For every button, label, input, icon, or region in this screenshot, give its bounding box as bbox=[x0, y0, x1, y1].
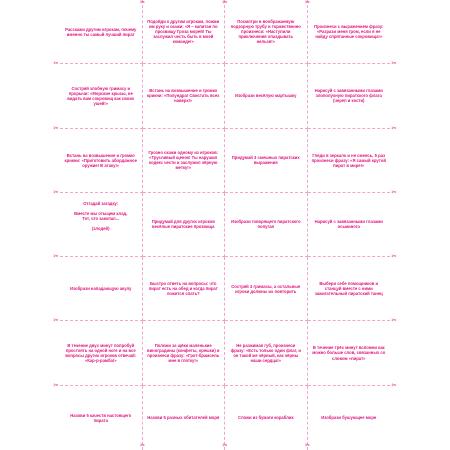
scissors-icon: ✂ bbox=[139, 0, 146, 6]
task-card-text: Быстро ответь на вопросы: что пират есть на обед и когда пират ложится спать? bbox=[148, 281, 218, 297]
scissors-icon: ✂ bbox=[391, 61, 397, 68]
task-card-text: Посмотри в воображаемую подзорную трубу и торжественно произнеси: «Наступили приключения опаздывать нельзя!» bbox=[230, 18, 301, 45]
card-sheet bbox=[53, 0, 397, 450]
task-card-text: Сложи из бумаги кораблик bbox=[237, 415, 294, 421]
task-card bbox=[143, 64, 226, 128]
task-card bbox=[308, 0, 391, 64]
task-card bbox=[60, 386, 143, 450]
task-card bbox=[308, 386, 391, 450]
scissors-icon: ✂ bbox=[53, 189, 59, 196]
cards-grid bbox=[60, 0, 390, 450]
scissors-icon: ✂ bbox=[139, 443, 146, 449]
task-card-text: Встань на возвышение и громко крикни: «Приготовить абордажное оружие! В атаку!» bbox=[64, 152, 137, 168]
task-card bbox=[225, 0, 308, 64]
task-card-text: Назови 5 разных обитателей моря bbox=[147, 415, 220, 421]
scissors-icon: ✂ bbox=[222, 443, 228, 449]
scissors-icon: ✂ bbox=[304, 443, 311, 449]
task-card-text: Состряй злобную гримасу и прорычи: «Морские крысы, не видать вам сокровищ как своих ушей!» bbox=[67, 85, 135, 106]
task-card bbox=[225, 129, 308, 193]
task-card bbox=[308, 129, 391, 193]
task-card-text: Назови 5 качеств настоящего пирата bbox=[70, 412, 132, 423]
scissors-icon: ✂ bbox=[53, 61, 59, 68]
scissors-icon: ✂ bbox=[391, 189, 397, 196]
task-card-text: Отгадай загадку: Вместе мы отыщем клад, Тот, что закопал... (злодей) bbox=[74, 200, 128, 232]
scissors-icon: ✂ bbox=[53, 382, 59, 389]
task-card bbox=[60, 321, 143, 385]
task-card bbox=[143, 257, 226, 321]
task-card-text: Не разжимая губ, произнеси фразу: «Есть только один флаг, и он такой же чёрный, как чёрны наши сердца!» bbox=[230, 342, 301, 364]
scissors-icon: ✂ bbox=[391, 382, 397, 389]
task-card bbox=[225, 386, 308, 450]
scissors-icon: ✂ bbox=[53, 125, 59, 132]
task-card bbox=[308, 193, 391, 257]
task-card-text: Изобрази нападающую акулу bbox=[70, 286, 132, 292]
task-card-text: Грозно скажи одному из игроков: «Трусливый щенок! Ты нарушил кодекс чести и заслужил чёрную метку!» bbox=[148, 149, 219, 171]
task-card-text: Гляди в зеркало и не смеясь, 5 раз произнеси фразу: «Я самый крутой пират в мире!» bbox=[311, 152, 386, 168]
scissors-icon: ✂ bbox=[222, 0, 228, 6]
task-card bbox=[308, 321, 391, 385]
task-card-text: Подойди к другим игрокам, пожми им руку и скажи: «Я – капитан по прозвищу Гроза морей! Ты заслужил честь быть в моей команде!» bbox=[147, 18, 220, 45]
task-card-text: Нарисуй с завязанными глазами злополучную пиратского флага (череп и кости) bbox=[314, 88, 383, 104]
task-card bbox=[225, 64, 308, 128]
task-card bbox=[143, 386, 226, 450]
scissors-icon: ✂ bbox=[53, 254, 59, 261]
task-card bbox=[225, 193, 308, 257]
task-card-text: Изобрази говорящего пиратского попугая bbox=[230, 219, 301, 230]
task-card bbox=[60, 0, 143, 64]
scissors-icon: ✂ bbox=[53, 318, 59, 325]
task-card bbox=[60, 64, 143, 128]
task-card-text: Придумай для других игроков весёлые пиратские прозвища bbox=[151, 219, 215, 230]
task-card-text: Положи за щёки маленькие виноградины (конфеты, орешки) и произнеси фразу: «Грот-брамсель мне в глотку!» bbox=[147, 342, 220, 364]
scissors-icon: ✂ bbox=[391, 125, 397, 132]
task-card-text: Состряй 3 гримасы, а остальные игроки должны их повторить bbox=[231, 283, 301, 294]
task-card bbox=[225, 321, 308, 385]
task-card-text: Расскажи другим игрокам, почему именно ты самый лучший пират bbox=[65, 26, 137, 37]
task-card-text: Выбери себе помощников и станцуй вместе с ними зажигательный пиратский танец bbox=[314, 281, 383, 297]
task-card-text: Нарисуй с завязанными глазами осьминога bbox=[314, 219, 383, 230]
task-card bbox=[143, 0, 226, 64]
task-card-text: Произнеси с выражением фразу: «Разрази меня гром, если я не найду спрятанные сокровища!» bbox=[314, 23, 384, 40]
task-card bbox=[60, 257, 143, 321]
task-card-text: Придумай 3 смешных пиратских выражения bbox=[231, 155, 300, 166]
task-card bbox=[225, 257, 308, 321]
task-card bbox=[308, 257, 391, 321]
task-card bbox=[60, 129, 143, 193]
task-card-text: В течение двух минут попробуй простоять на одной ноге и на все вопросы других игроков отвечай: «Кар-р-рамба!» bbox=[65, 342, 137, 364]
task-card bbox=[143, 129, 226, 193]
scissors-icon: ✂ bbox=[391, 254, 397, 261]
task-card-text: Встань на возвышение и громко крикни: «Полундра! Свистать всех наверх!» bbox=[147, 88, 220, 104]
task-card-text: В течение трёх минут вспомни как можно больше слов, связанных со словом «пират» bbox=[312, 345, 386, 361]
scissors-icon: ✂ bbox=[304, 0, 311, 6]
task-card-text: Изобрази бушующее море bbox=[321, 415, 377, 421]
task-card-text: Изобрази весёлую мартышку bbox=[235, 93, 297, 99]
task-card bbox=[143, 321, 226, 385]
task-card bbox=[60, 193, 143, 257]
task-card bbox=[308, 64, 391, 128]
scissors-icon: ✂ bbox=[391, 318, 397, 325]
task-card bbox=[143, 193, 226, 257]
